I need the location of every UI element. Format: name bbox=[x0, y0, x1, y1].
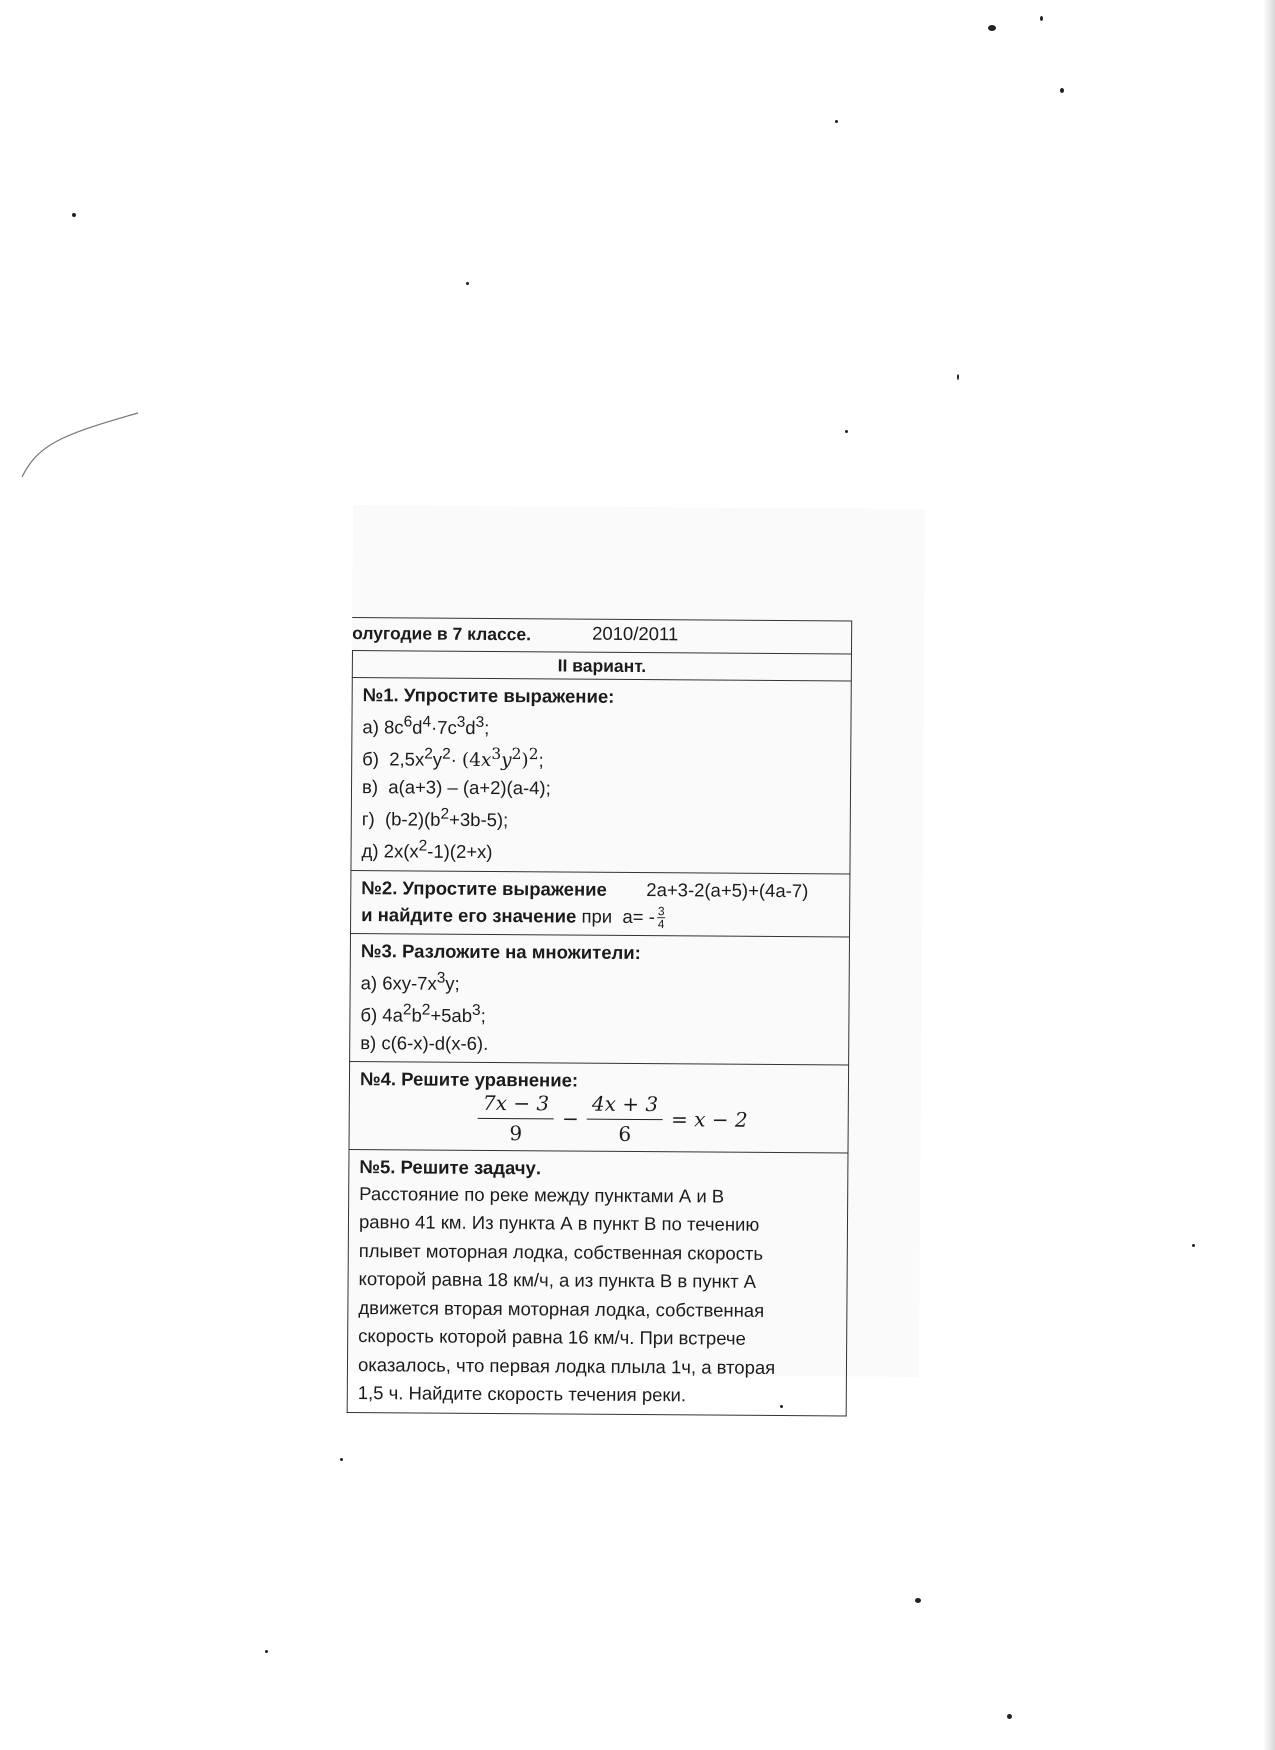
task-5-line: плывет моторная лодка, собственная скорость bbox=[358, 1239, 764, 1264]
task-2-line-2 bbox=[361, 901, 837, 932]
equation-fraction-2 bbox=[587, 1091, 664, 1149]
equation-minus: − bbox=[561, 1106, 579, 1131]
task-2-subtitle: и найдите его значение bbox=[361, 903, 577, 927]
task-1-item-b: б) $2,5x^2y^2\cdot (4x^3y^2)^2$; bbox=[362, 745, 544, 772]
header-row bbox=[352, 618, 852, 654]
header-year: 2010/2011 bbox=[592, 622, 679, 645]
fraction-numerator: 7x − 3 bbox=[478, 1090, 554, 1120]
fraction-numerator: 4x + 3 bbox=[587, 1091, 663, 1121]
item-label: д) bbox=[361, 840, 379, 862]
task-5-line: Расстояние по реке между пунктами А и В bbox=[359, 1182, 725, 1207]
task-2-fraction bbox=[657, 905, 666, 930]
fraction-numerator: 3 bbox=[657, 904, 665, 919]
speck bbox=[957, 374, 959, 380]
task-5-line: оказалось, что первая лодка плыла 1ч, а вторая bbox=[357, 1353, 776, 1378]
speck bbox=[845, 430, 848, 433]
fraction-denominator: 9 bbox=[509, 1121, 523, 1146]
variant-label: II вариант. bbox=[557, 655, 647, 677]
task-5 bbox=[347, 1150, 849, 1416]
task-4 bbox=[349, 1062, 850, 1153]
speck bbox=[915, 1598, 921, 1603]
task-5-line: движется вторая моторная лодка, собственная bbox=[358, 1296, 765, 1321]
equation-rhs: = x − 2 bbox=[670, 1107, 748, 1132]
task-3-item-b: б) $4a^2b^2+5ab^3$; bbox=[360, 1001, 486, 1027]
item-label: в) bbox=[360, 1031, 377, 1053]
pasted-test-sheet bbox=[347, 505, 925, 1406]
task-3 bbox=[349, 934, 850, 1065]
task-3-item-a: а) $6xy-7x^3y$; bbox=[360, 969, 460, 995]
task-4-title: №4. Решите уравнение: bbox=[359, 1067, 579, 1091]
speck bbox=[265, 1650, 268, 1653]
item-label: г) bbox=[361, 808, 375, 830]
fraction-denominator: 6 bbox=[618, 1121, 632, 1147]
task-2-title: №2. Упростите выражение bbox=[361, 876, 607, 900]
task-3-item-c bbox=[360, 1029, 836, 1059]
variant-row bbox=[352, 651, 852, 681]
fraction-denominator: 4 bbox=[657, 917, 665, 932]
task-1 bbox=[350, 678, 851, 874]
equation-fraction-1 bbox=[478, 1090, 555, 1148]
speck bbox=[72, 213, 76, 217]
task-5-title-text: №5. Решите задачу bbox=[359, 1155, 536, 1178]
speck bbox=[1060, 88, 1064, 93]
task-5-line: 1,5 ч. Найдите скорость течения реки. bbox=[357, 1382, 687, 1406]
task-5-line: которой равна 18 км/ч, а из пункта В в пункт А bbox=[358, 1268, 757, 1292]
speck bbox=[340, 1458, 343, 1461]
task-4-equation bbox=[360, 1092, 836, 1147]
header-title: олугодие в 7 классе. bbox=[352, 622, 532, 645]
task-1-item-a: а) $8c^6d^4\cdot 7c^3d^3$; bbox=[362, 713, 490, 739]
item-expression: a(a+3) – (a+2)(a-4); bbox=[388, 776, 551, 799]
item-expression: c(6-x)-d(x-6). bbox=[381, 1031, 489, 1054]
task-5-title: №5. Решите задачу. bbox=[359, 1155, 542, 1178]
task-1-item-e: д) $2x(x^2-1)(2+x)$ bbox=[361, 837, 493, 863]
item-label: а) bbox=[360, 972, 378, 994]
task-2-a-value: a= - bbox=[622, 905, 655, 927]
speck bbox=[1007, 1714, 1012, 1719]
task-2 bbox=[350, 871, 850, 938]
item-label: а) bbox=[362, 716, 379, 738]
scan-edge bbox=[1263, 0, 1275, 1750]
task-2-line-1 bbox=[361, 874, 837, 904]
speck bbox=[988, 25, 996, 31]
task-3-title: №3. Разложите на множители: bbox=[360, 940, 641, 964]
task-1-title: №1. Упростите выражение: bbox=[362, 684, 615, 707]
item-label: б) bbox=[360, 1004, 378, 1026]
task-1-item-c bbox=[362, 773, 838, 803]
task-5-line: равно 41 км. Из пункта А в пункт В по течению bbox=[358, 1211, 760, 1235]
speck bbox=[1192, 1244, 1195, 1247]
task-2-pri: при bbox=[581, 905, 613, 927]
pencil-mark bbox=[20, 405, 150, 485]
task-2-expression: 2a+3-2(a+5)+(4a-7) bbox=[646, 878, 809, 901]
speck bbox=[1040, 16, 1043, 21]
task-5-line: скорость которой равна 16 км/ч. При встрече bbox=[358, 1325, 746, 1349]
test-table bbox=[347, 617, 853, 1416]
speck bbox=[835, 120, 838, 123]
item-label: б) bbox=[362, 748, 380, 770]
item-label: в) bbox=[361, 776, 379, 798]
task-1-item-d: г) $(b-2)(b^2+3b-5)$; bbox=[361, 805, 509, 831]
speck bbox=[466, 282, 469, 285]
